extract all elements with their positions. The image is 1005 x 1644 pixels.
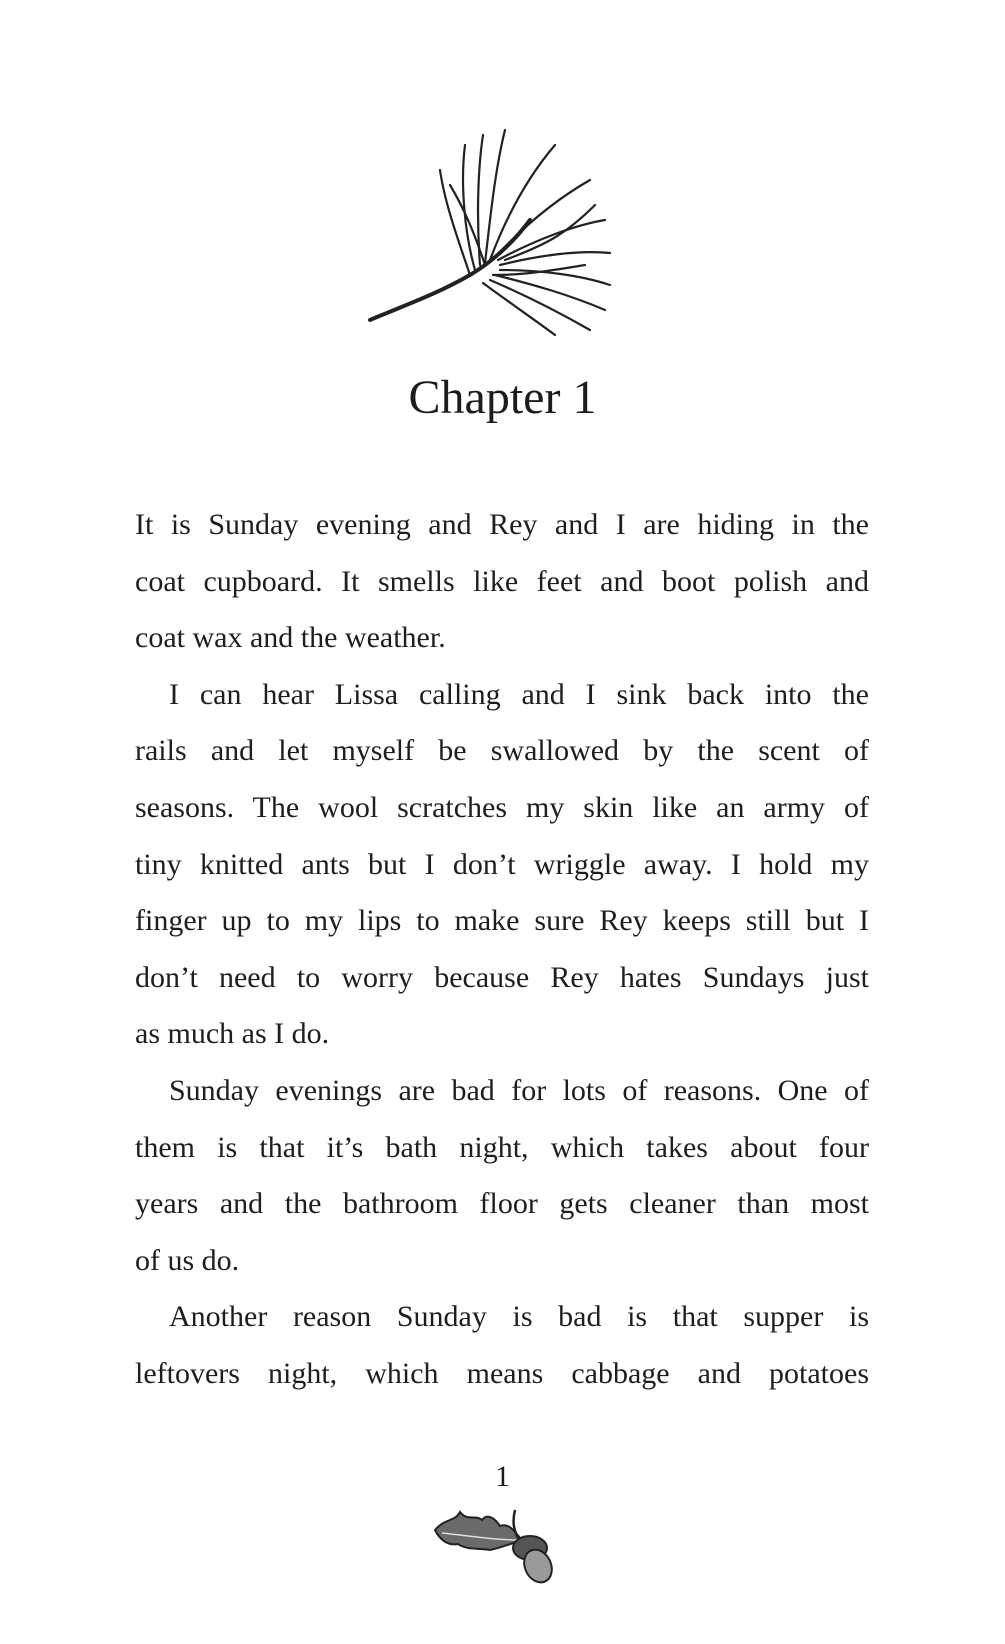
text-line: Another reason Sunday is bad is that supper is [169,1300,869,1334]
pine-sprig-illustration [365,125,645,355]
oak-leaf-acorn-illustration [430,1500,570,1590]
text-line: them is that it’s bath night, which takes about four [135,1130,869,1164]
page-number: 1 [495,1460,510,1493]
chapter-title: Chapter 1 [408,371,597,424]
text-line: of us do. [135,1243,240,1277]
paragraph [135,667,869,1063]
text-line: don’t need to worry because Rey hates Sundays just [135,960,869,994]
text-line: It is Sunday evening and Rey and I are hiding in the [135,508,869,541]
text-line: seasons. The wool scratches my skin like an army of [135,790,869,824]
text-line: I can hear Lissa calling and I sink back into the [169,677,869,711]
text-line: coat wax and the weather. [135,621,446,655]
text-line: tiny knitted ants but I don’t wriggle away. I hold my [135,847,869,881]
text-line: leftovers night, which means cabbage and potatoes [135,1356,869,1390]
text-line: as much as I do. [135,1017,330,1051]
text-line: coat cupboard. It smells like feet and boot polish and [135,564,869,598]
paragraph [135,497,869,667]
text-line: Sunday evenings are bad for lots of reasons. One of [169,1073,869,1107]
paragraph [135,1063,869,1289]
text-line: finger up to my lips to make sure Rey keeps still but I [135,904,869,938]
text-line: years and the bathroom floor gets cleaner than most [135,1187,869,1221]
chapter-body-text [135,497,869,1403]
text-line: rails and let myself be swallowed by the scent of [135,734,869,768]
paragraph [135,1289,869,1402]
